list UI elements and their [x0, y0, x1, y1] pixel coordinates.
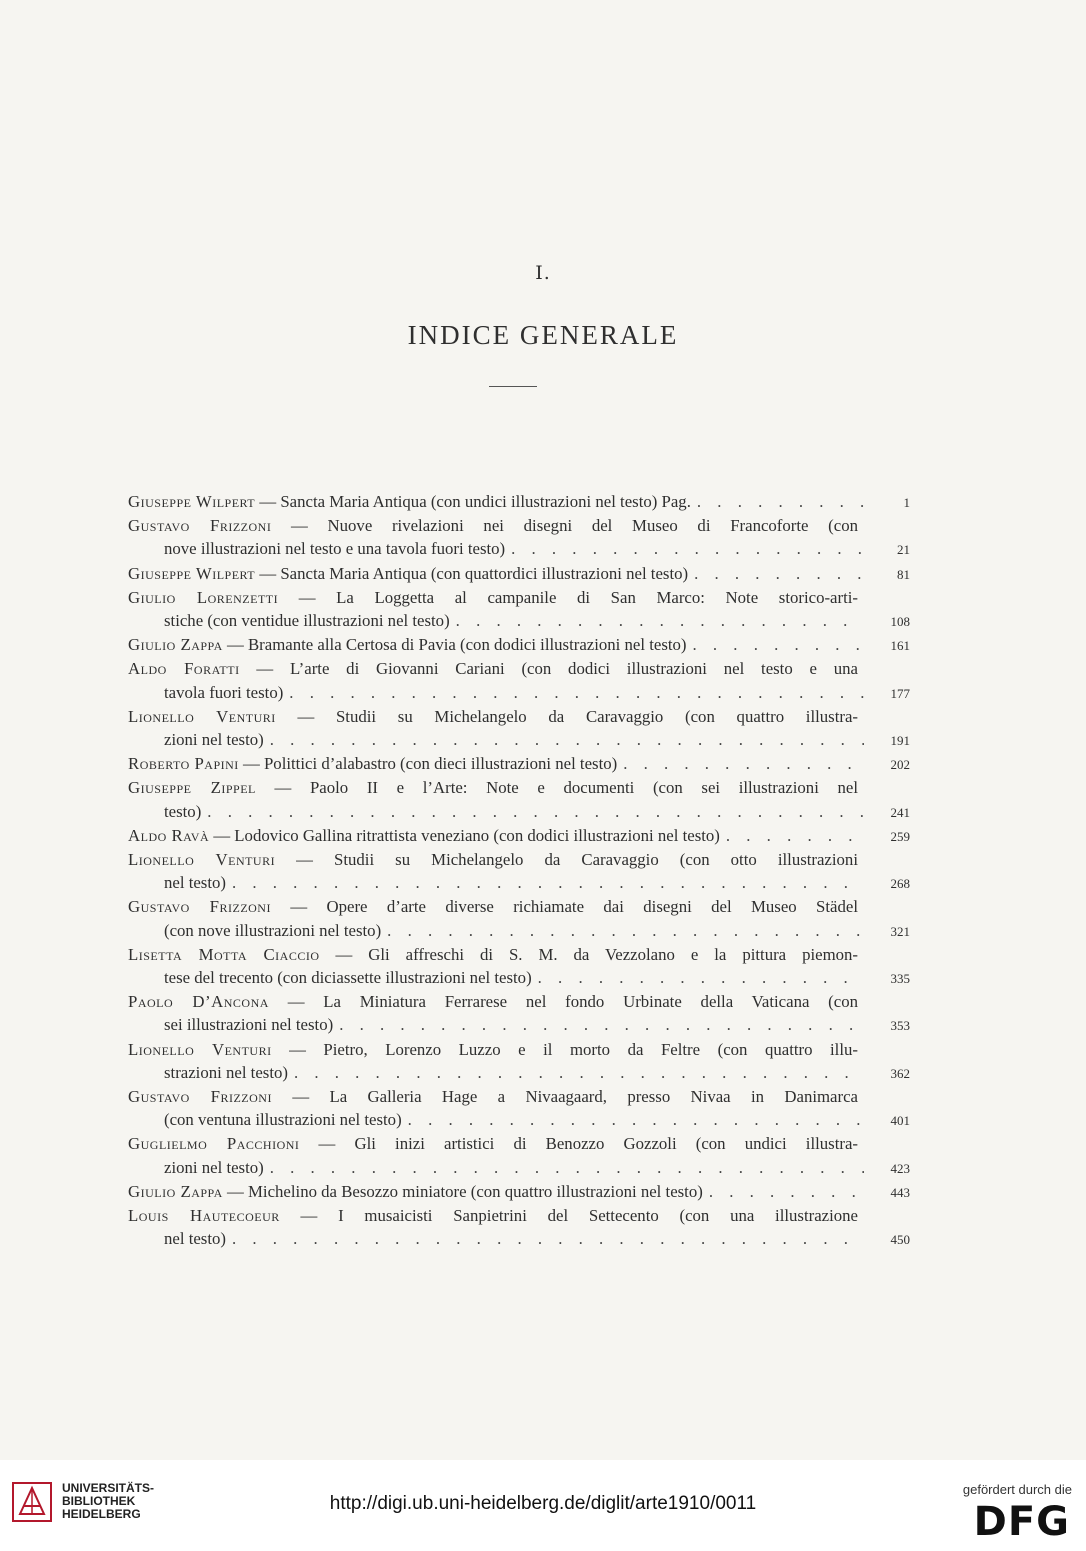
toc-page-number: 191 — [890, 733, 910, 749]
toc-entry — [128, 776, 910, 823]
toc-title-text: tavola fuori testo) — [164, 682, 284, 702]
toc-author: Lionello Venturi — [128, 706, 276, 726]
toc-entry — [128, 848, 910, 895]
toc-title-text: — I musaicisti Sanpietrini del Settecento (con una illustrazione — [300, 1206, 858, 1226]
section-number: I. — [535, 262, 551, 284]
toc-title-text: — Lodovico Gallina ritrattista veneziano (con dodici illustrazioni nel testo) — [213, 825, 720, 845]
toc-line — [128, 752, 910, 776]
toc-line — [128, 919, 910, 943]
toc-page-number: 108 — [890, 614, 910, 630]
library-name-line: UNIVERSITÄTS- — [62, 1481, 155, 1495]
toc-line — [128, 990, 858, 1013]
toc-leader-dots — [226, 1227, 864, 1250]
toc-entry — [128, 1085, 910, 1132]
toc-entry — [128, 562, 910, 586]
toc-title-text: — Studii su Michelangelo da Caravaggio (con otto illustrazioni — [296, 850, 858, 870]
toc-page-number: 423 — [890, 1160, 910, 1176]
toc-line — [128, 705, 858, 728]
toc-page-number: 450 — [890, 1232, 910, 1248]
toc-page-number: 268 — [890, 876, 910, 892]
toc-leader-dots — [264, 1156, 864, 1179]
toc-entry — [128, 1038, 910, 1085]
toc-title-text: tese del trecento (con diciassette illustrazioni nel testo) — [164, 968, 532, 988]
toc-title-text: — Paolo II e l’Arte: Note e documenti (con sei illustrazioni nel — [274, 778, 859, 798]
toc-author: Roberto Papini — [128, 754, 239, 774]
toc-line — [128, 848, 858, 871]
toc-line — [128, 728, 910, 752]
toc-title-text: — La Galleria Hage a Nivaagaard, presso Nivaa in Danimarca — [292, 1087, 858, 1107]
toc-title-text: — Michelino da Besozzo miniatore (con quattro illustrazioni nel testo) — [227, 1181, 703, 1201]
toc-title-text: stiche (con ventidue illustrazioni nel testo) — [164, 611, 450, 631]
toc-page-number: 202 — [890, 757, 910, 773]
toc-entry — [128, 943, 910, 990]
toc-entry — [128, 895, 910, 942]
toc-entry — [128, 1180, 910, 1204]
toc-line — [128, 824, 910, 848]
toc-leader-dots — [617, 752, 864, 775]
toc-line — [128, 943, 858, 966]
toc-line — [128, 871, 910, 895]
toc-leader-dots — [532, 966, 864, 989]
toc-leader-dots — [703, 1180, 864, 1203]
toc-title-text: (con ventuna illustrazioni nel testo) — [164, 1110, 402, 1130]
toc-line — [128, 1227, 910, 1251]
toc-line — [128, 586, 858, 609]
toc-entry — [128, 633, 910, 657]
toc-line — [128, 681, 910, 705]
toc-entry — [128, 657, 910, 704]
toc-leader-dots — [687, 633, 864, 656]
toc-title-text: — Studii su Michelangelo da Caravaggio (con quattro illustra- — [297, 706, 858, 726]
toc-leader-dots — [505, 537, 864, 560]
toc-page-number: 335 — [890, 971, 910, 987]
toc-leader-dots — [283, 681, 864, 704]
toc-page-number: 362 — [890, 1065, 910, 1081]
toc-leader-dots — [264, 728, 864, 751]
toc-title-text: — L’arte di Giovanni Cariani (con dodici illustrazioni nel testo e una — [256, 659, 858, 679]
toc-title-text: — Bramante alla Certosa di Pavia (con dodici illustrazioni nel testo) — [227, 635, 687, 655]
toc-entry — [128, 705, 910, 752]
toc-leader-dots — [201, 800, 864, 823]
toc-title-text: nel testo) — [164, 873, 226, 893]
toc-leader-dots — [688, 562, 864, 585]
toc-line — [128, 966, 910, 990]
toc-title-text: — Pietro, Lorenzo Luzzo e il morto da Feltre (con quattro illu- — [289, 1039, 858, 1059]
toc-title-text: — Sancta Maria Antiqua (con undici illustrazioni nel testo) Pag. — [259, 492, 691, 511]
toc-line — [128, 537, 910, 561]
toc-line — [128, 1013, 910, 1037]
toc-title-text: sei illustrazioni nel testo) — [164, 1015, 334, 1035]
toc-title-text: zioni nel testo) — [164, 730, 264, 750]
toc-author: Aldo Foratti — [128, 659, 240, 679]
toc-leader-dots — [450, 609, 864, 632]
toc-title-text: — Nuove rivelazioni nei disegni del Museo di Francoforte (con — [291, 516, 858, 536]
toc-entry — [128, 752, 910, 776]
toc-entry — [128, 990, 910, 1037]
toc-title-text: zioni nel testo) — [164, 1157, 264, 1177]
toc-page-number: 177 — [890, 685, 910, 701]
toc-line — [128, 800, 910, 824]
toc-author: Lionello Venturi — [128, 1039, 272, 1059]
toc-leader-dots — [333, 1013, 864, 1036]
toc-leader-dots — [720, 824, 864, 847]
toc-author: Guglielmo Pacchioni — [128, 1134, 300, 1154]
toc-page-number: 443 — [890, 1184, 910, 1200]
toc-entry — [128, 514, 910, 561]
toc-line — [128, 514, 858, 537]
page-title: INDICE GENERALE — [407, 320, 679, 350]
toc-line — [128, 633, 910, 657]
toc-line — [128, 895, 858, 918]
toc-author: Louis Hautecoeur — [128, 1206, 280, 1226]
toc-title-text: — Gli inizi artistici di Benozzo Gozzoli (con undici illustra- — [318, 1134, 858, 1154]
toc-leader-dots — [402, 1108, 864, 1131]
toc-line — [128, 1085, 858, 1108]
toc-author: Gustavo Frizzoni — [128, 516, 272, 536]
toc-title-text: — Sancta Maria Antiqua (con quattordici illustrazioni nel testo) — [259, 563, 689, 583]
library-name-line: HEIDELBERG — [62, 1507, 141, 1521]
toc-entry — [128, 490, 910, 514]
toc-author: Lisetta Motta Ciaccio — [128, 944, 320, 964]
toc-author: Giulio Zappa — [128, 1181, 223, 1201]
toc-line — [128, 1061, 910, 1085]
toc-author: Gustavo Frizzoni — [128, 897, 271, 917]
toc-line — [128, 1204, 858, 1227]
toc-author: Aldo Ravà — [128, 825, 210, 845]
toc-author: Giuseppe Zippel — [128, 778, 256, 798]
source-url-link[interactable]: http://digi.ub.uni-heidelberg.de/diglit/arte1910/0011 — [329, 1493, 757, 1514]
toc-entry — [128, 824, 910, 848]
toc-line — [128, 657, 858, 680]
toc-author: Giulio Zappa — [128, 635, 223, 655]
toc-entry — [128, 1204, 910, 1251]
toc-leader-dots — [381, 919, 864, 942]
toc-line — [128, 1108, 910, 1132]
toc-page-number: 161 — [890, 638, 910, 654]
toc-line — [128, 1132, 858, 1155]
toc-page-number: 1 — [903, 495, 910, 510]
toc-page-number: 321 — [890, 923, 910, 939]
toc-leader-dots — [691, 490, 864, 513]
toc-author: Giulio Lorenzetti — [128, 587, 279, 607]
title-rule — [489, 386, 537, 387]
toc-author: Lionello Venturi — [128, 850, 276, 870]
toc-title-text: — La Loggetta al campanile di San Marco: Note storico-arti- — [298, 587, 858, 607]
toc-page-number: 259 — [890, 828, 910, 844]
toc-title-text: strazioni nel testo) — [164, 1062, 288, 1082]
toc-line — [128, 609, 910, 633]
toc-page-number: 401 — [890, 1113, 910, 1129]
toc-page-number: 81 — [897, 566, 910, 582]
toc-title-text: — Gli affreschi di S. M. da Vezzolano e la pittura piemon- — [335, 944, 859, 964]
toc-page-number: 353 — [890, 1018, 910, 1034]
toc-line — [128, 1038, 858, 1061]
footer-bar — [0, 1460, 1086, 1551]
toc-title-text: (con nove illustrazioni nel testo) — [164, 920, 382, 940]
toc-line — [128, 1156, 910, 1180]
toc-author: Paolo D’Ancona — [128, 992, 269, 1012]
toc-title-text: — Polittici d’alabastro (con dieci illustrazioni nel testo) — [243, 754, 618, 774]
toc-line — [128, 562, 910, 586]
toc-entry — [128, 586, 910, 633]
toc-entry — [128, 1132, 910, 1179]
toc-title-text: testo) — [164, 801, 202, 821]
toc-title-text: nove illustrazioni nel testo e una tavola fuori testo) — [164, 539, 506, 559]
toc-title-text: — Opere d’arte diverse richiamate dai disegni del Museo Städel — [290, 897, 858, 917]
library-name-line: BIBLIOTHEK — [62, 1494, 136, 1508]
toc-author: Giuseppe Wilpert — [128, 563, 256, 583]
toc-author: Gustavo Frizzoni — [128, 1087, 272, 1107]
toc-title-text: — La Miniatura Ferrarese nel fondo Urbinate della Vaticana (con — [287, 992, 858, 1012]
toc-page-number: 241 — [890, 804, 910, 820]
toc-author: Giuseppe Wilpert — [128, 492, 256, 511]
funded-by-label: gefördert durch die — [962, 1482, 1072, 1497]
toc-title-text: nel testo) — [164, 1229, 226, 1249]
toc-page-number: 21 — [897, 542, 910, 558]
toc-line — [128, 1180, 910, 1204]
dfg-logo: DFG — [973, 1499, 1070, 1545]
toc-line — [128, 776, 858, 799]
toc-leader-dots — [226, 871, 864, 894]
toc-leader-dots — [288, 1061, 864, 1084]
toc-line — [128, 490, 910, 514]
table-of-contents — [128, 490, 910, 1252]
